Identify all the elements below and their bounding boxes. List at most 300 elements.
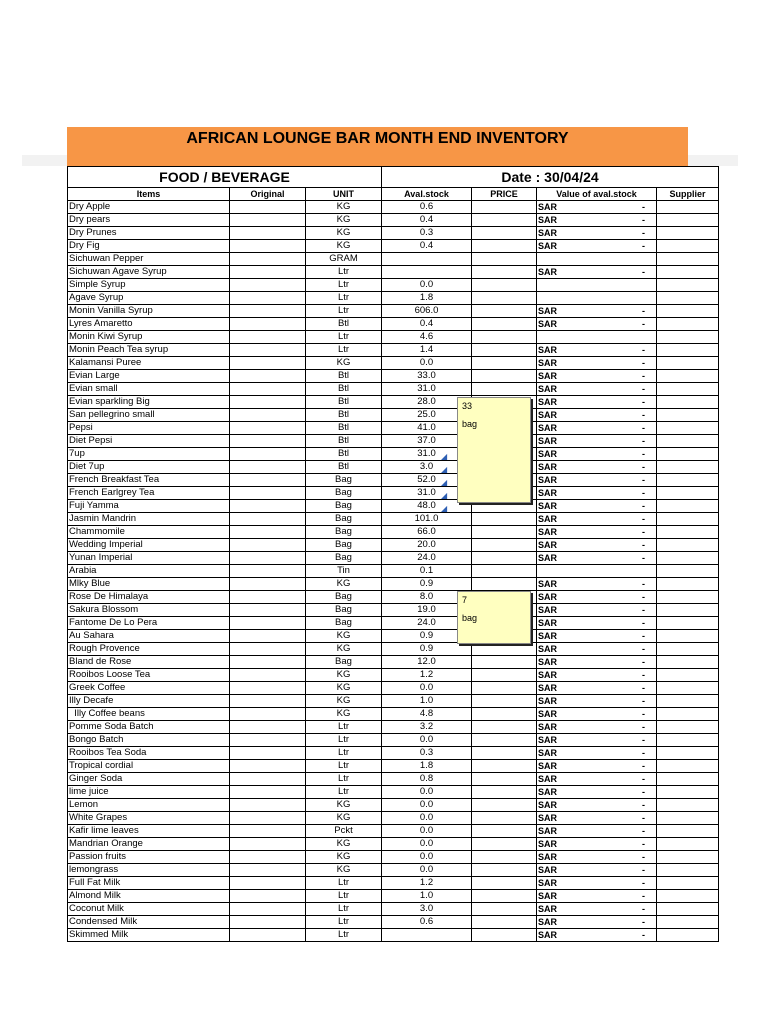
item-cell[interactable]: Skimmed Milk xyxy=(68,929,230,942)
original-cell[interactable] xyxy=(230,565,306,578)
item-cell[interactable]: Sichuwan Agave Syrup xyxy=(68,266,230,279)
item-cell[interactable]: Agave Syrup xyxy=(68,292,230,305)
price-cell[interactable] xyxy=(472,695,537,708)
item-cell[interactable]: Pepsi xyxy=(68,422,230,435)
unit-cell[interactable]: KG xyxy=(306,812,382,825)
price-cell[interactable] xyxy=(472,682,537,695)
value-cell[interactable] xyxy=(537,344,657,357)
price-cell[interactable] xyxy=(472,929,537,942)
stock-cell[interactable]: 41.0 xyxy=(382,422,472,435)
unit-cell[interactable]: Ltr xyxy=(306,721,382,734)
value-cell[interactable] xyxy=(537,461,657,474)
price-cell[interactable] xyxy=(472,890,537,903)
unit-cell[interactable]: Ltr xyxy=(306,279,382,292)
item-cell[interactable]: French Breakfast Tea xyxy=(68,474,230,487)
value-cell[interactable] xyxy=(537,487,657,500)
original-cell[interactable] xyxy=(230,643,306,656)
item-cell[interactable]: Au Sahara xyxy=(68,630,230,643)
cell-comment-box[interactable] xyxy=(457,397,531,503)
value-cell[interactable] xyxy=(537,279,657,292)
unit-cell[interactable]: Bag xyxy=(306,591,382,604)
original-cell[interactable] xyxy=(230,409,306,422)
original-cell[interactable] xyxy=(230,396,306,409)
value-cell[interactable] xyxy=(537,292,657,305)
value-cell[interactable] xyxy=(537,383,657,396)
supplier-cell[interactable] xyxy=(657,292,719,305)
col-header-value[interactable]: Value of aval.stock xyxy=(537,188,657,201)
price-cell[interactable] xyxy=(472,292,537,305)
value-cell[interactable] xyxy=(537,448,657,461)
stock-cell[interactable]: 4.6 xyxy=(382,331,472,344)
item-cell[interactable]: Bland de Rose xyxy=(68,656,230,669)
supplier-cell[interactable] xyxy=(657,591,719,604)
value-cell[interactable] xyxy=(537,227,657,240)
supplier-cell[interactable] xyxy=(657,526,719,539)
original-cell[interactable] xyxy=(230,591,306,604)
original-cell[interactable] xyxy=(230,266,306,279)
supplier-cell[interactable] xyxy=(657,617,719,630)
supplier-cell[interactable] xyxy=(657,786,719,799)
unit-cell[interactable]: Btl xyxy=(306,435,382,448)
unit-cell[interactable]: KG xyxy=(306,214,382,227)
price-cell[interactable] xyxy=(472,578,537,591)
supplier-cell[interactable] xyxy=(657,604,719,617)
original-cell[interactable] xyxy=(230,825,306,838)
supplier-cell[interactable] xyxy=(657,903,719,916)
unit-cell[interactable]: KG xyxy=(306,357,382,370)
price-cell[interactable] xyxy=(472,864,537,877)
stock-cell[interactable]: 3.0 xyxy=(382,903,472,916)
value-cell[interactable] xyxy=(537,838,657,851)
unit-cell[interactable]: KG xyxy=(306,201,382,214)
stock-cell[interactable]: 20.0 xyxy=(382,539,472,552)
stock-cell[interactable]: 24.0 xyxy=(382,552,472,565)
item-cell[interactable]: Pomme Soda Batch xyxy=(68,721,230,734)
price-cell[interactable] xyxy=(472,305,537,318)
original-cell[interactable] xyxy=(230,292,306,305)
value-cell[interactable] xyxy=(537,799,657,812)
original-cell[interactable] xyxy=(230,383,306,396)
value-cell[interactable] xyxy=(537,734,657,747)
item-cell[interactable]: lemongrass xyxy=(68,864,230,877)
original-cell[interactable] xyxy=(230,708,306,721)
price-cell[interactable] xyxy=(472,851,537,864)
value-cell[interactable] xyxy=(537,773,657,786)
stock-cell[interactable]: 4.8 xyxy=(382,708,472,721)
original-cell[interactable] xyxy=(230,279,306,292)
item-cell[interactable]: Sichuwan Pepper xyxy=(68,253,230,266)
supplier-cell[interactable] xyxy=(657,682,719,695)
unit-cell[interactable]: Ltr xyxy=(306,344,382,357)
original-cell[interactable] xyxy=(230,786,306,799)
unit-cell[interactable]: KG xyxy=(306,682,382,695)
unit-cell[interactable]: Bag xyxy=(306,526,382,539)
stock-cell[interactable]: 1.4 xyxy=(382,344,472,357)
original-cell[interactable] xyxy=(230,526,306,539)
unit-cell[interactable]: Ltr xyxy=(306,929,382,942)
stock-cell[interactable]: 101.0 xyxy=(382,513,472,526)
value-cell[interactable] xyxy=(537,370,657,383)
supplier-cell[interactable] xyxy=(657,396,719,409)
unit-cell[interactable]: KG xyxy=(306,630,382,643)
supplier-cell[interactable] xyxy=(657,708,719,721)
price-cell[interactable] xyxy=(472,344,537,357)
unit-cell[interactable]: KG xyxy=(306,864,382,877)
original-cell[interactable] xyxy=(230,864,306,877)
unit-cell[interactable]: Bag xyxy=(306,500,382,513)
stock-cell[interactable]: 31.0 xyxy=(382,448,472,461)
unit-cell[interactable]: Bag xyxy=(306,604,382,617)
stock-cell[interactable]: 0.0 xyxy=(382,851,472,864)
value-cell[interactable] xyxy=(537,851,657,864)
unit-cell[interactable]: Ltr xyxy=(306,331,382,344)
unit-cell[interactable]: Tin xyxy=(306,565,382,578)
supplier-cell[interactable] xyxy=(657,695,719,708)
item-cell[interactable]: Evian Large xyxy=(68,370,230,383)
supplier-cell[interactable] xyxy=(657,227,719,240)
supplier-cell[interactable] xyxy=(657,201,719,214)
original-cell[interactable] xyxy=(230,435,306,448)
supplier-cell[interactable] xyxy=(657,760,719,773)
original-cell[interactable] xyxy=(230,903,306,916)
value-cell[interactable] xyxy=(537,812,657,825)
supplier-cell[interactable] xyxy=(657,669,719,682)
stock-cell[interactable]: 1.2 xyxy=(382,669,472,682)
unit-cell[interactable]: KG xyxy=(306,695,382,708)
unit-cell[interactable]: Btl xyxy=(306,461,382,474)
stock-cell[interactable]: 0.3 xyxy=(382,747,472,760)
original-cell[interactable] xyxy=(230,227,306,240)
value-cell[interactable] xyxy=(537,929,657,942)
original-cell[interactable] xyxy=(230,630,306,643)
supplier-cell[interactable] xyxy=(657,578,719,591)
original-cell[interactable] xyxy=(230,578,306,591)
supplier-cell[interactable] xyxy=(657,448,719,461)
item-cell[interactable]: Greek Coffee xyxy=(68,682,230,695)
original-cell[interactable] xyxy=(230,253,306,266)
supplier-cell[interactable] xyxy=(657,266,719,279)
price-cell[interactable] xyxy=(472,669,537,682)
item-cell[interactable]: Monin Kiwi Syrup xyxy=(68,331,230,344)
original-cell[interactable] xyxy=(230,734,306,747)
stock-cell[interactable]: 0.9 xyxy=(382,578,472,591)
original-cell[interactable] xyxy=(230,773,306,786)
unit-cell[interactable]: KG xyxy=(306,669,382,682)
value-cell[interactable] xyxy=(537,305,657,318)
original-cell[interactable] xyxy=(230,838,306,851)
supplier-cell[interactable] xyxy=(657,500,719,513)
original-cell[interactable] xyxy=(230,357,306,370)
value-cell[interactable] xyxy=(537,435,657,448)
item-cell[interactable]: Illy Decafe xyxy=(68,695,230,708)
item-cell[interactable]: Almond Milk xyxy=(68,890,230,903)
supplier-cell[interactable] xyxy=(657,409,719,422)
value-cell[interactable] xyxy=(537,916,657,929)
unit-cell[interactable]: Bag xyxy=(306,617,382,630)
price-cell[interactable] xyxy=(472,370,537,383)
original-cell[interactable] xyxy=(230,487,306,500)
stock-cell[interactable]: 33.0 xyxy=(382,370,472,383)
original-cell[interactable] xyxy=(230,721,306,734)
value-cell[interactable] xyxy=(537,565,657,578)
col-header-supplier[interactable]: Supplier xyxy=(657,188,719,201)
price-cell[interactable] xyxy=(472,214,537,227)
stock-cell[interactable]: 0.0 xyxy=(382,682,472,695)
original-cell[interactable] xyxy=(230,929,306,942)
value-cell[interactable] xyxy=(537,396,657,409)
stock-cell[interactable]: 0.4 xyxy=(382,214,472,227)
stock-cell[interactable]: 52.0 xyxy=(382,474,472,487)
original-cell[interactable] xyxy=(230,305,306,318)
item-cell[interactable]: lime juice xyxy=(68,786,230,799)
price-cell[interactable] xyxy=(472,825,537,838)
original-cell[interactable] xyxy=(230,747,306,760)
supplier-cell[interactable] xyxy=(657,890,719,903)
supplier-cell[interactable] xyxy=(657,773,719,786)
supplier-cell[interactable] xyxy=(657,929,719,942)
supplier-cell[interactable] xyxy=(657,318,719,331)
unit-cell[interactable]: Btl xyxy=(306,409,382,422)
original-cell[interactable] xyxy=(230,877,306,890)
value-cell[interactable] xyxy=(537,721,657,734)
item-cell[interactable]: Fantome De Lo Pera xyxy=(68,617,230,630)
stock-cell[interactable]: 0.4 xyxy=(382,318,472,331)
supplier-cell[interactable] xyxy=(657,656,719,669)
date-label[interactable]: Date : 30/04/24 xyxy=(382,167,719,188)
unit-cell[interactable]: KG xyxy=(306,240,382,253)
original-cell[interactable] xyxy=(230,552,306,565)
col-header-unit[interactable]: UNIT xyxy=(306,188,382,201)
item-cell[interactable]: Evian small xyxy=(68,383,230,396)
stock-cell[interactable] xyxy=(382,253,472,266)
price-cell[interactable] xyxy=(472,383,537,396)
stock-cell[interactable] xyxy=(382,929,472,942)
item-cell[interactable]: Sakura Blossom xyxy=(68,604,230,617)
stock-cell[interactable]: 0.3 xyxy=(382,227,472,240)
original-cell[interactable] xyxy=(230,916,306,929)
price-cell[interactable] xyxy=(472,773,537,786)
value-cell[interactable] xyxy=(537,682,657,695)
value-cell[interactable] xyxy=(537,409,657,422)
stock-cell[interactable]: 0.0 xyxy=(382,279,472,292)
supplier-cell[interactable] xyxy=(657,487,719,500)
value-cell[interactable] xyxy=(537,500,657,513)
unit-cell[interactable]: GRAM xyxy=(306,253,382,266)
category-label[interactable]: FOOD / BEVERAGE xyxy=(68,167,382,188)
price-cell[interactable] xyxy=(472,760,537,773)
original-cell[interactable] xyxy=(230,344,306,357)
item-cell[interactable]: Coconut Milk xyxy=(68,903,230,916)
value-cell[interactable] xyxy=(537,526,657,539)
item-cell[interactable]: Evian sparkling Big xyxy=(68,396,230,409)
original-cell[interactable] xyxy=(230,617,306,630)
unit-cell[interactable]: Ltr xyxy=(306,734,382,747)
value-cell[interactable] xyxy=(537,708,657,721)
supplier-cell[interactable] xyxy=(657,474,719,487)
price-cell[interactable] xyxy=(472,513,537,526)
stock-cell[interactable]: 12.0 xyxy=(382,656,472,669)
unit-cell[interactable]: Ltr xyxy=(306,773,382,786)
stock-cell[interactable]: 25.0 xyxy=(382,409,472,422)
original-cell[interactable] xyxy=(230,812,306,825)
original-cell[interactable] xyxy=(230,851,306,864)
stock-cell[interactable]: 48.0 xyxy=(382,500,472,513)
price-cell[interactable] xyxy=(472,916,537,929)
supplier-cell[interactable] xyxy=(657,812,719,825)
value-cell[interactable] xyxy=(537,760,657,773)
stock-cell[interactable]: 1.2 xyxy=(382,877,472,890)
price-cell[interactable] xyxy=(472,357,537,370)
stock-cell[interactable]: 19.0 xyxy=(382,604,472,617)
unit-cell[interactable]: Ltr xyxy=(306,760,382,773)
stock-cell[interactable]: 0.0 xyxy=(382,799,472,812)
supplier-cell[interactable] xyxy=(657,565,719,578)
stock-cell[interactable]: 0.4 xyxy=(382,240,472,253)
price-cell[interactable] xyxy=(472,643,537,656)
value-cell[interactable] xyxy=(537,877,657,890)
price-cell[interactable] xyxy=(472,721,537,734)
item-cell[interactable]: Dry Apple xyxy=(68,201,230,214)
price-cell[interactable] xyxy=(472,565,537,578)
stock-cell[interactable]: 0.1 xyxy=(382,565,472,578)
stock-cell[interactable]: 0.0 xyxy=(382,838,472,851)
price-cell[interactable] xyxy=(472,318,537,331)
value-cell[interactable] xyxy=(537,825,657,838)
stock-cell[interactable]: 0.9 xyxy=(382,643,472,656)
unit-cell[interactable]: Ltr xyxy=(306,890,382,903)
value-cell[interactable] xyxy=(537,266,657,279)
original-cell[interactable] xyxy=(230,448,306,461)
stock-cell[interactable]: 0.0 xyxy=(382,357,472,370)
unit-cell[interactable]: Ltr xyxy=(306,903,382,916)
unit-cell[interactable]: KG xyxy=(306,708,382,721)
supplier-cell[interactable] xyxy=(657,253,719,266)
supplier-cell[interactable] xyxy=(657,435,719,448)
item-cell[interactable]: Yunan Imperial xyxy=(68,552,230,565)
value-cell[interactable] xyxy=(537,331,657,344)
price-cell[interactable] xyxy=(472,903,537,916)
supplier-cell[interactable] xyxy=(657,825,719,838)
item-cell[interactable]: Diet Pepsi xyxy=(68,435,230,448)
original-cell[interactable] xyxy=(230,695,306,708)
original-cell[interactable] xyxy=(230,513,306,526)
item-cell[interactable]: Rose De Himalaya xyxy=(68,591,230,604)
item-cell[interactable]: Rooibos Tea Soda xyxy=(68,747,230,760)
supplier-cell[interactable] xyxy=(657,630,719,643)
item-cell[interactable]: Simple Syrup xyxy=(68,279,230,292)
supplier-cell[interactable] xyxy=(657,864,719,877)
price-cell[interactable] xyxy=(472,279,537,292)
item-cell[interactable]: Mlky Blue xyxy=(68,578,230,591)
stock-cell[interactable]: 0.0 xyxy=(382,812,472,825)
stock-cell[interactable]: 0.0 xyxy=(382,734,472,747)
supplier-cell[interactable] xyxy=(657,422,719,435)
value-cell[interactable] xyxy=(537,474,657,487)
supplier-cell[interactable] xyxy=(657,851,719,864)
value-cell[interactable] xyxy=(537,617,657,630)
supplier-cell[interactable] xyxy=(657,747,719,760)
item-cell[interactable]: 7up xyxy=(68,448,230,461)
stock-cell[interactable]: 0.8 xyxy=(382,773,472,786)
col-header-original[interactable]: Original xyxy=(230,188,306,201)
item-cell[interactable]: Dry Prunes xyxy=(68,227,230,240)
unit-cell[interactable]: Bag xyxy=(306,552,382,565)
unit-cell[interactable]: KG xyxy=(306,851,382,864)
item-cell[interactable]: Tropical cordial xyxy=(68,760,230,773)
col-header-aval-stock[interactable]: Aval.stock xyxy=(382,188,472,201)
item-cell[interactable]: Jasmin Mandrin xyxy=(68,513,230,526)
value-cell[interactable] xyxy=(537,656,657,669)
value-cell[interactable] xyxy=(537,591,657,604)
stock-cell[interactable]: 0.6 xyxy=(382,201,472,214)
original-cell[interactable] xyxy=(230,370,306,383)
unit-cell[interactable]: KG xyxy=(306,838,382,851)
supplier-cell[interactable] xyxy=(657,838,719,851)
price-cell[interactable] xyxy=(472,734,537,747)
supplier-cell[interactable] xyxy=(657,552,719,565)
supplier-cell[interactable] xyxy=(657,734,719,747)
stock-cell[interactable]: 0.9 xyxy=(382,630,472,643)
stock-cell[interactable]: 8.0 xyxy=(382,591,472,604)
value-cell[interactable] xyxy=(537,240,657,253)
value-cell[interactable] xyxy=(537,903,657,916)
unit-cell[interactable]: Bag xyxy=(306,656,382,669)
original-cell[interactable] xyxy=(230,682,306,695)
original-cell[interactable] xyxy=(230,214,306,227)
price-cell[interactable] xyxy=(472,877,537,890)
supplier-cell[interactable] xyxy=(657,643,719,656)
stock-cell[interactable]: 606.0 xyxy=(382,305,472,318)
value-cell[interactable] xyxy=(537,786,657,799)
value-cell[interactable] xyxy=(537,552,657,565)
item-cell[interactable]: Lemon xyxy=(68,799,230,812)
supplier-cell[interactable] xyxy=(657,344,719,357)
item-cell[interactable]: Rough Provence xyxy=(68,643,230,656)
stock-cell[interactable]: 1.8 xyxy=(382,760,472,773)
value-cell[interactable] xyxy=(537,890,657,903)
unit-cell[interactable]: Btl xyxy=(306,383,382,396)
stock-cell[interactable]: 0.6 xyxy=(382,916,472,929)
unit-cell[interactable]: Ltr xyxy=(306,786,382,799)
supplier-cell[interactable] xyxy=(657,799,719,812)
supplier-cell[interactable] xyxy=(657,370,719,383)
original-cell[interactable] xyxy=(230,669,306,682)
item-cell[interactable]: Diet 7up xyxy=(68,461,230,474)
stock-cell[interactable]: 37.0 xyxy=(382,435,472,448)
original-cell[interactable] xyxy=(230,331,306,344)
item-cell[interactable]: Chammomile xyxy=(68,526,230,539)
stock-cell[interactable]: 31.0 xyxy=(382,383,472,396)
unit-cell[interactable]: Ltr xyxy=(306,305,382,318)
price-cell[interactable] xyxy=(472,266,537,279)
original-cell[interactable] xyxy=(230,604,306,617)
value-cell[interactable] xyxy=(537,747,657,760)
unit-cell[interactable]: Btl xyxy=(306,448,382,461)
item-cell[interactable]: Kalamansi Puree xyxy=(68,357,230,370)
value-cell[interactable] xyxy=(537,630,657,643)
original-cell[interactable] xyxy=(230,474,306,487)
stock-cell[interactable]: 0.0 xyxy=(382,825,472,838)
price-cell[interactable] xyxy=(472,552,537,565)
stock-cell[interactable]: 1.8 xyxy=(382,292,472,305)
col-header-items[interactable]: Items xyxy=(68,188,230,201)
cell-comment-box[interactable] xyxy=(457,591,531,644)
price-cell[interactable] xyxy=(472,526,537,539)
item-cell[interactable]: Illy Coffee beans xyxy=(68,708,230,721)
unit-cell[interactable]: Ltr xyxy=(306,747,382,760)
supplier-cell[interactable] xyxy=(657,461,719,474)
unit-cell[interactable]: Bag xyxy=(306,539,382,552)
